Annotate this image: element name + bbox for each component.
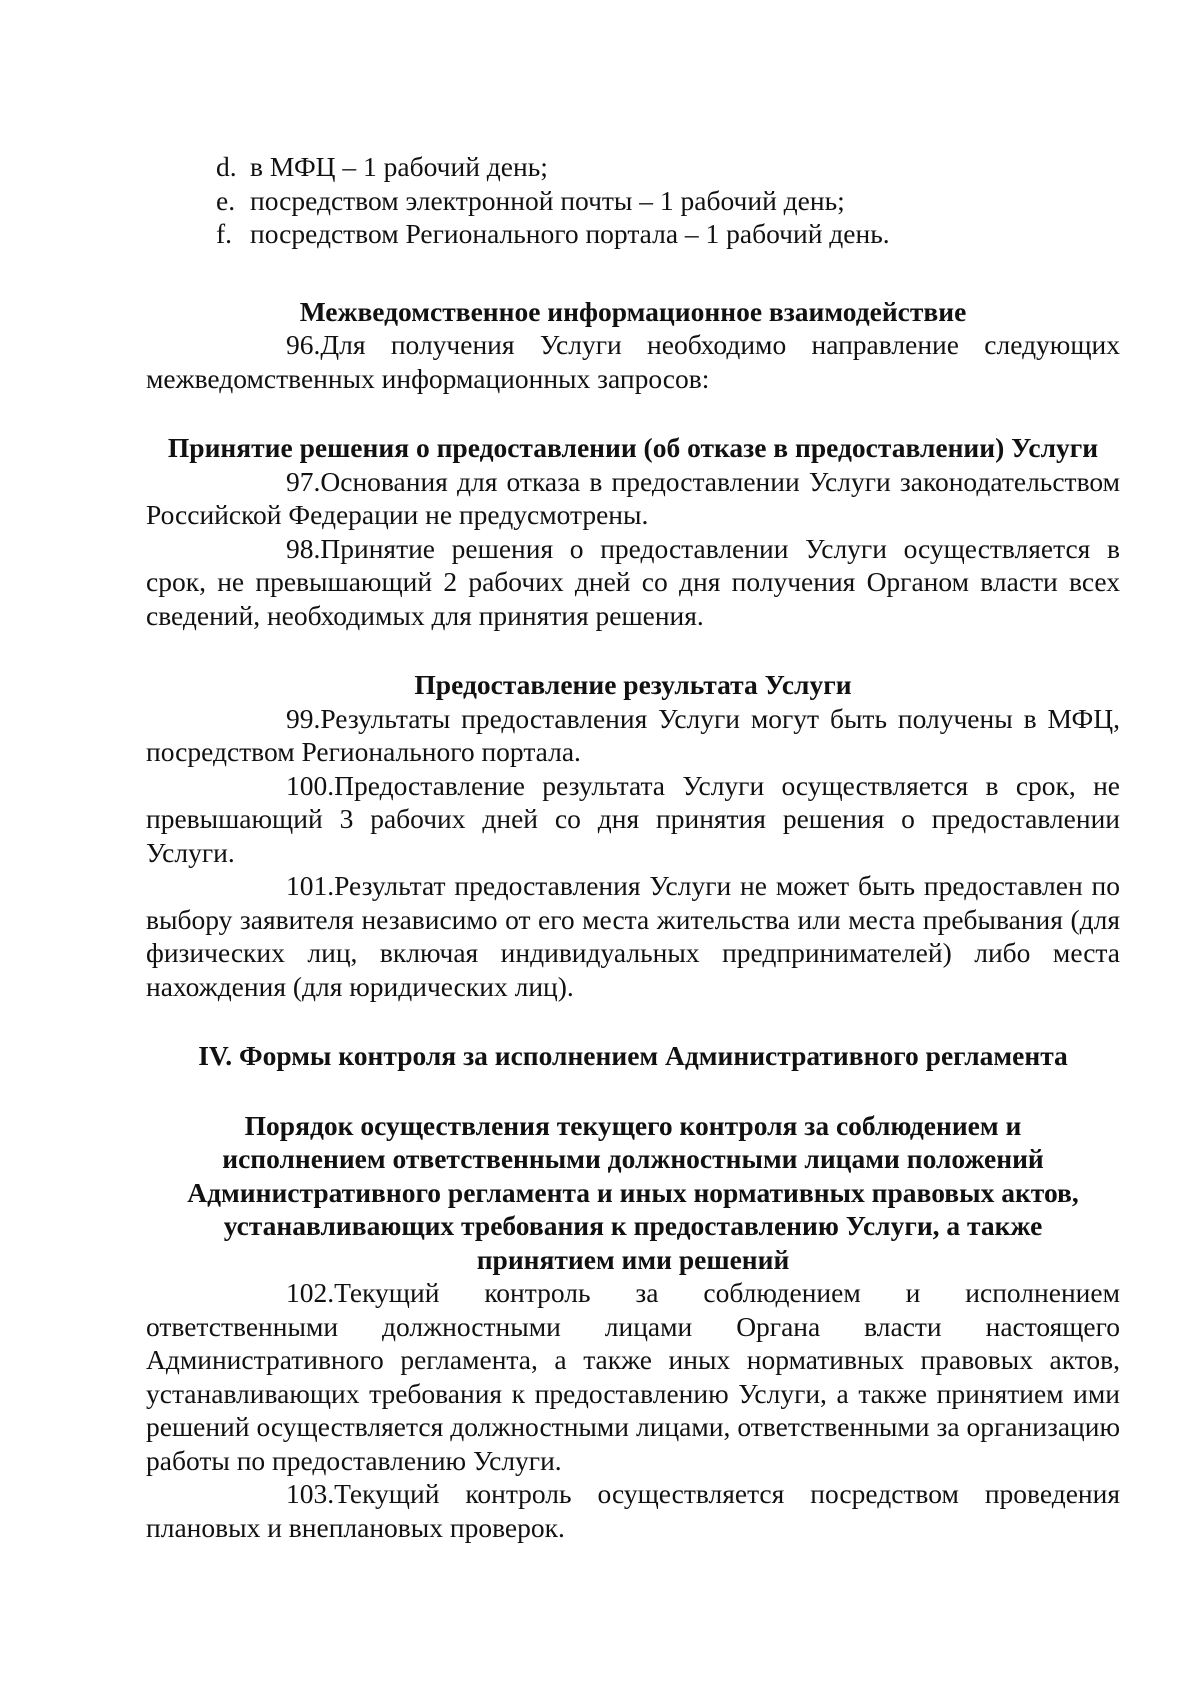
- paragraph-number: 101.: [286, 870, 335, 901]
- paragraph-102: [146, 1276, 1120, 1477]
- list-item-text: в МФЦ – 1 рабочий день;: [250, 151, 548, 182]
- paragraph-103: [146, 1477, 1120, 1544]
- paragraph-text: Основания для отказа в предоставлении Услуги законодательством Российской Федерации не предусмотрены.: [146, 465, 1120, 530]
- spacer: [146, 632, 1120, 668]
- paragraph-99: [146, 702, 1120, 769]
- paragraph-number: 99.: [286, 702, 321, 734]
- heading-control: [146, 1109, 1120, 1277]
- list-item: [146, 150, 1120, 184]
- paragraph-98: [146, 532, 1120, 633]
- list-marker: f.: [216, 218, 233, 249]
- list-item-text: посредством Регионального портала – 1 рабочий день.: [250, 218, 890, 249]
- spacer: [146, 395, 1120, 431]
- paragraph-number: 103.: [286, 1478, 335, 1509]
- heading-section-4: IV. Формы контроля за исполнением Административного регламента: [198, 1040, 1068, 1071]
- list-item: [146, 217, 1120, 251]
- paragraph-100: [146, 769, 1120, 870]
- paragraph-96: [146, 328, 1120, 395]
- paragraph-text: Предоставление результата Услуги осуществляется в срок, не превышающий 3 рабочих дней со дня принятия решения о предоставлении Услуги.: [146, 769, 1120, 868]
- spacer: [146, 251, 1120, 295]
- list-item-text: посредством электронной почты – 1 рабочий день;: [250, 184, 845, 216]
- paragraph-text: Результат предоставления Услуги не может быть предоставлен по выбору заявителя независимо от его места жительства или места пребывания (для физических лиц, включая индивидуальных предпринимателей) либо места нахождения (для юридических лиц).: [146, 870, 1120, 1002]
- delivery-terms-list: [146, 150, 1120, 251]
- paragraph-text: Текущий контроль за соблюдением и исполнением ответственными должностными лицами Органа власти настоящего Административного регламента, а также иных нормативных правовых актов, устанавливающих требования к предоставлению Услуги, а также принятием ими решений осуществляется должностными лицами, ответственными за организацию работы по предоставлению Услуги.: [146, 1277, 1120, 1476]
- heading-control-line: Административного регламента и иных нормативных правовых актов,: [187, 1176, 1079, 1208]
- paragraph-text: Результаты предоставления Услуги могут быть получены в МФЦ, посредством Регионального портала.: [146, 702, 1120, 767]
- heading-control-line: принятием ими решений: [476, 1243, 790, 1275]
- paragraph-number: 96.: [286, 329, 321, 360]
- heading-control-line: исполнением ответственными должностными лицами положений: [222, 1143, 1044, 1174]
- spacer: [146, 1003, 1120, 1039]
- paragraph-number: 100.: [286, 769, 335, 801]
- heading-decision: Принятие решения о предоставлении (об отказе в предоставлении) Услуги: [167, 432, 1099, 463]
- list-marker: e.: [216, 184, 236, 216]
- paragraph-number: 102.: [286, 1277, 335, 1308]
- paragraph-text: Принятие решения о предоставлении Услуги осуществляется в срок, не превышающий 2 рабочих дней со дня получения Органом власти всех сведений, необходимых для принятия решения.: [146, 532, 1120, 631]
- document-content: [146, 150, 1120, 1544]
- paragraph-101: [146, 869, 1120, 1003]
- heading-control-line: Порядок осуществления текущего контроля за соблюдением и: [244, 1109, 1022, 1141]
- list-item: [146, 184, 1120, 218]
- paragraph-number: 97.: [286, 465, 321, 497]
- paragraph-text: Для получения Услуги необходимо направление следующих межведомственных информационных запросов:: [146, 329, 1120, 394]
- list-marker: d.: [216, 151, 237, 182]
- heading-control-line: устанавливающих требования к предоставлению Услуги, а также: [223, 1210, 1043, 1241]
- spacer: [146, 1073, 1120, 1109]
- heading-result: Предоставление результата Услуги: [414, 669, 852, 700]
- paragraph-number: 98.: [286, 532, 321, 564]
- paragraph-97: [146, 465, 1120, 532]
- paragraph-text: Текущий контроль осуществляется посредством проведения плановых и внеплановых проверок.: [146, 1478, 1120, 1543]
- heading-interagency: Межведомственное информационное взаимодействие: [299, 295, 967, 327]
